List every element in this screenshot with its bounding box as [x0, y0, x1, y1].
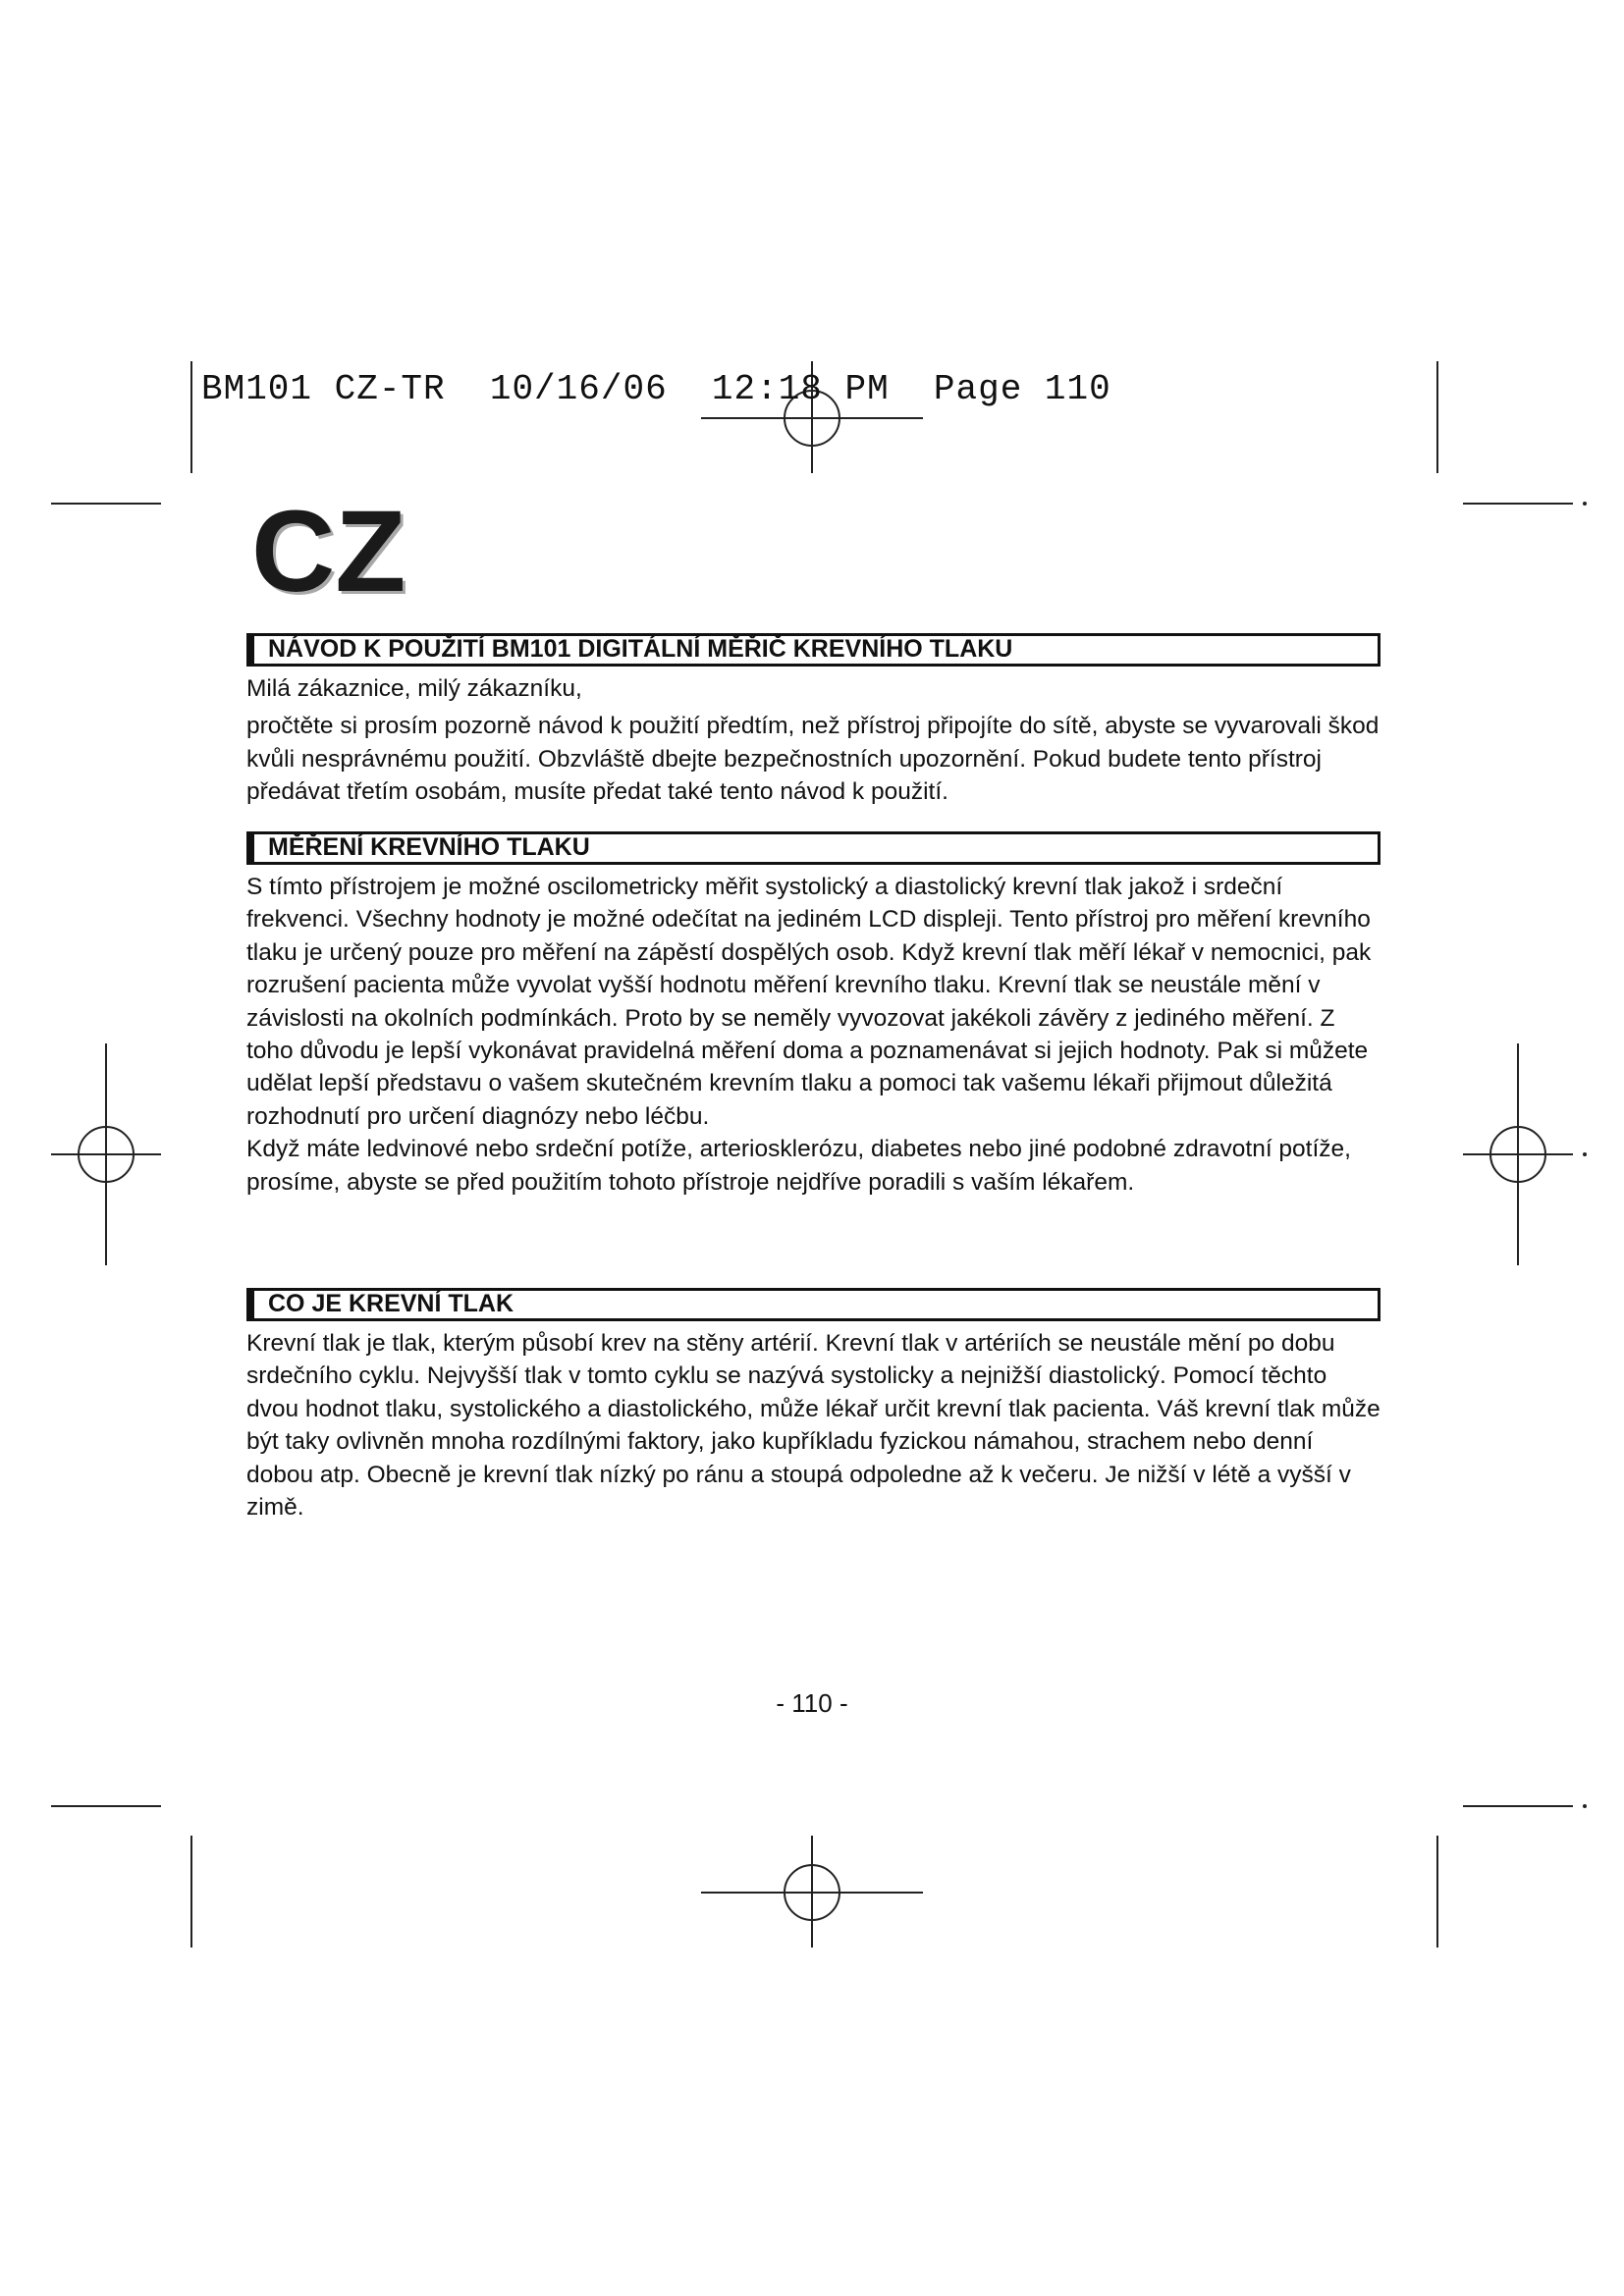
- section-instructions: [246, 633, 1380, 809]
- registration-mark-right: [1463, 1043, 1573, 1265]
- section-heading: CO JE KREVNÍ TLAK: [268, 1291, 514, 1317]
- registration-mark-left: [51, 1043, 161, 1265]
- mark-dot: [1583, 1152, 1587, 1156]
- registration-mark-bottom: [701, 1836, 923, 1948]
- mark-dot: [1583, 1804, 1587, 1808]
- paragraph: pročtěte si prosím pozorně návod k použití předtím, než přístroj připojíte do sítě, abyste se vyvarovali škod kvůli nesprávnému použití. Obzvláště dbejte bezpečnostních upozornění. Pokud budete tento přístroj předávat třetím osobám, musíte předat také tento návod k použití.: [246, 713, 1380, 806]
- section-blood-pressure: [246, 1288, 1380, 1523]
- section-heading-box: [246, 1288, 1380, 1321]
- language-code: CZ: [251, 487, 406, 616]
- paragraph: Krevní tlak je tlak, kterým působí krev na stěny artérií. Krevní tlak v artériích se neustále mění po dobu srdečního cyklu. Nejvyšší tlak v tomto cyklu se nazývá systolicky a nejnižší diastolický. Pomocí těchto dvou hodnot tlaku, systolického a diastolického, může lékař určit krevní tlak pacienta. Váš krevní tlak může být taky ovlivněn mnoha rozdílnými faktory, jako kupříkladu fyzickou námahou, strachem nebo denní dobou atp. Obecně je krevní tlak nízký po ránu a stoupá odpoledne až k večeru. Je nižší v létě a vyšší v zimě.: [246, 1330, 1380, 1522]
- section-heading: NÁVOD K POUŽITÍ BM101 DIGITÁLNÍ MĚŘIČ KREVNÍHO TLAKU: [268, 636, 1013, 663]
- section-heading: MĚŘENÍ KREVNÍHO TLAKU: [268, 834, 590, 861]
- section-heading-box: [246, 633, 1380, 667]
- section-measurement: [246, 831, 1380, 1199]
- printer-slug: BM101 CZ-TR 10/16/06 12:18 PM Page 110: [201, 369, 1111, 409]
- mark-dot: [1583, 502, 1587, 506]
- section-heading-box: [246, 831, 1380, 865]
- page-number: - 110 -: [776, 1688, 848, 1718]
- paragraph: Když máte ledvinové nebo srdeční potíže, arteriosklerózu, diabetes nebo jiné podobné zdravotní potíže, prosíme, abyste se před použitím tohoto přístroje nejdříve poradili s vaším lékařem.: [246, 1136, 1351, 1196]
- salutation: Milá zákaznice, milý zákazníku,: [246, 675, 582, 702]
- paragraph: S tímto přístrojem je možné oscilometricky měřit systolický a diastolický krevní tlak jakož i srdeční frekvenci. Všechny hodnoty je možné odečítat na jediném LCD displeji. Tento přístroj pro měření krevního tlaku je určený pouze pro měření na zápěstí dospělých osob. Když krevní tlak měří lékař v nemocnici, pak rozrušení pacienta může vyvolat vyšší hodnotu měření krevního tlaku. Krevní tlak se neustále mění v závislosti na okolních podmínkách. Proto by se neměly vyvozovat jakékoli závěry z jediného měření. Z toho důvodu je lepší vykonávat pravidelná měření doma a poznamenávat si jejich hodnoty. Pak si můžete udělat lepší představu o vašem skutečném krevním tlaku a pomoci tak vašemu lékaři přijmout důležitá rozhodnutí pro určení diagnózy nebo léčbu.: [246, 874, 1372, 1130]
